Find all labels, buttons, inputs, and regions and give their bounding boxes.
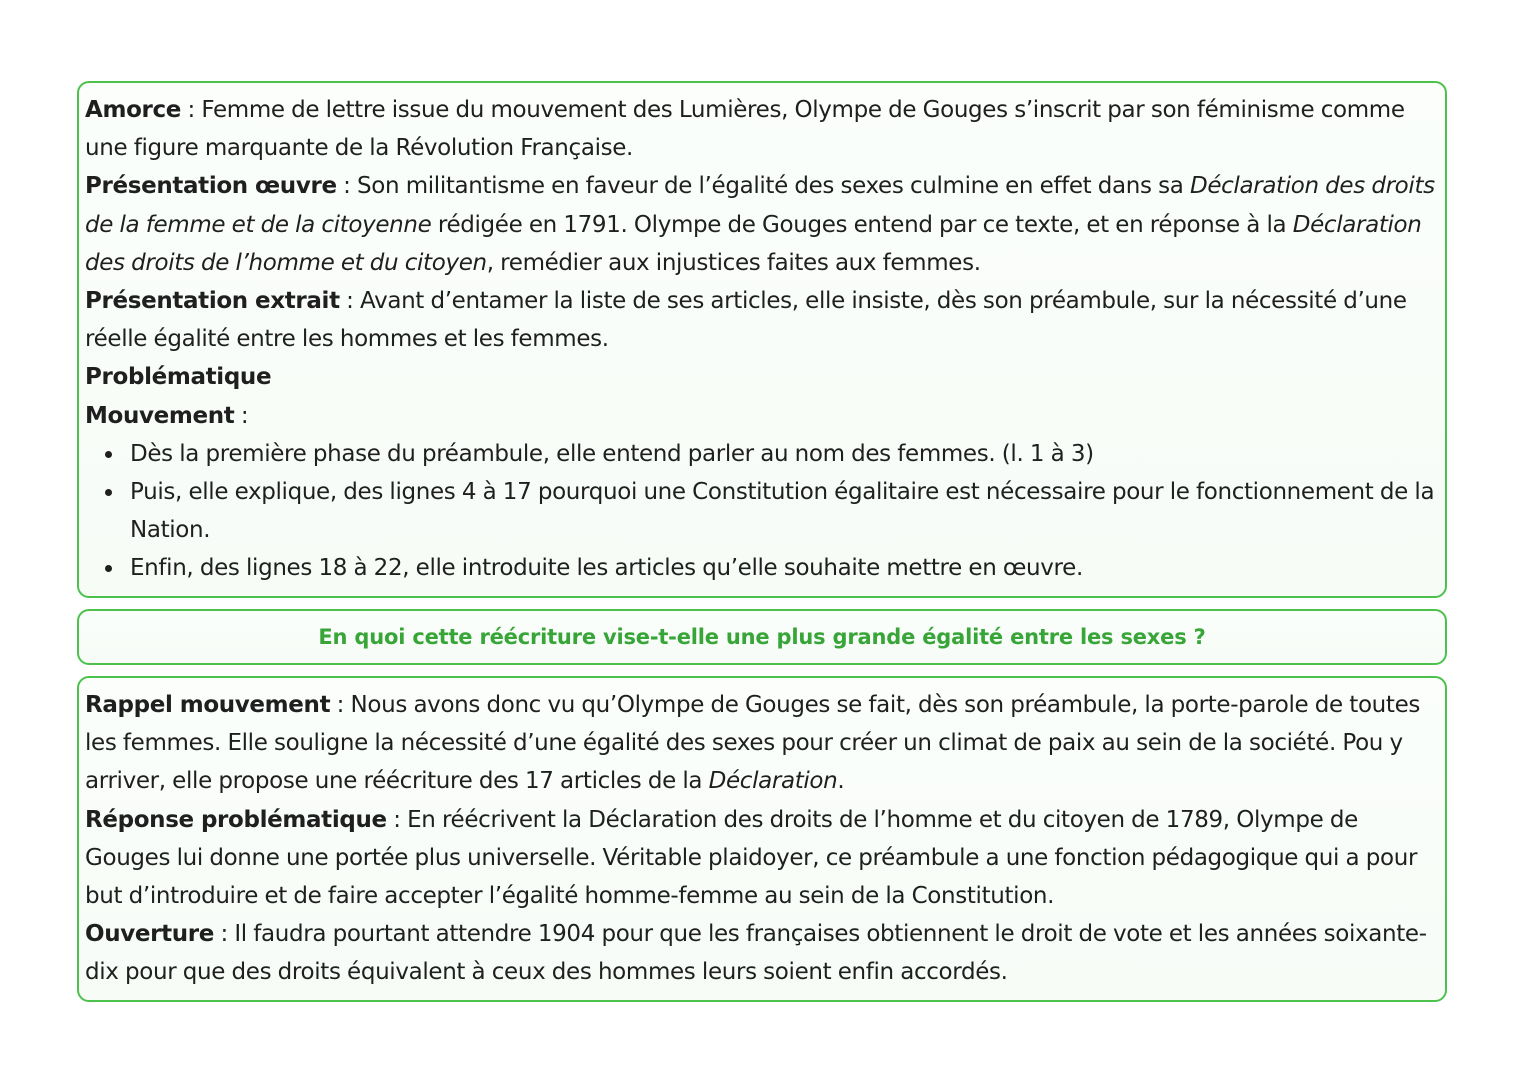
mouvement-colon: : <box>234 402 249 429</box>
presentation-extrait-label: Présentation extrait <box>85 288 340 315</box>
mouvement-list <box>85 435 1439 588</box>
ouverture-paragraph <box>85 915 1439 991</box>
amorce-paragraph <box>85 91 1439 167</box>
ouverture-text: : Il faudra pourtant attendre 1904 pour que les françaises obtiennent le droit de vote et les années soixante-dix pour que des droits équivalent à ceux des hommes leurs soient enfin accordés. <box>85 921 1427 986</box>
conclusion-box <box>77 676 1447 1002</box>
mouvement-label: Mouvement <box>85 402 235 429</box>
declaration-title: Déclaration des droits de l’homme et du citoyen <box>85 211 1422 276</box>
rappel-text: : Nous avons donc vu qu’Olympe de Gouges se fait, dès son préambule, la porte-parole de toutes les femmes. Elle souligne la nécessité d’une égalité des sexes pour créer un climat de paix au sein de la société. Pou y arriver, elle propose une réécriture des 17 articles de la <box>85 692 1421 795</box>
rappel-label: Rappel mouvement <box>85 692 331 718</box>
presentation-oeuvre-label: Présentation œuvre <box>85 173 337 200</box>
presentation-extrait-text: : Avant d’entamer la liste de ses articles, elle insiste, dès son préambule, sur la nécessité d’une réelle égalité entre les hommes et les femmes. <box>85 288 1407 353</box>
introduction-box <box>77 81 1447 598</box>
presentation-extrait-paragraph <box>85 282 1439 358</box>
mouvement-paragraph <box>85 397 1439 435</box>
list-item: Puis, elle explique, des lignes 4 à 17 pourquoi une Constitution égalitaire est nécessaire pour le fonctionnement de la Nation. <box>85 473 1439 549</box>
reponse-text: : En réécrivent la Déclaration des droits de l’homme et du citoyen de 1789, Olympe de Gouges lui donne une portée plus universelle. Véritable plaidoyer, ce préambule a une fonction pédagogique qui a pour but d’introduire et de faire accepter l’égalité homme-femme au sein de la Constitution. <box>85 806 1418 910</box>
amorce-text: : Femme de lettre issue du mouvement des Lumières, Olympe de Gouges s’inscrit par son féminisme comme une figure marquante de la Révolution Française. <box>85 97 1405 162</box>
problematique-paragraph <box>85 358 1439 396</box>
list-item: Enfin, des lignes 18 à 22, elle introduite les articles qu’elle souhaite mettre en œuvre. <box>85 549 1439 587</box>
reponse-label: Réponse problématique <box>85 806 387 833</box>
problematique-label: Problématique <box>85 364 272 391</box>
presentation-oeuvre-text: rédigée en 1791. Olympe de Gouges entend par ce texte, et en réponse à la <box>431 211 1293 238</box>
list-item: Dès la première phase du préambule, elle entend parler au nom des femmes. (l. 1 à 3) <box>85 435 1439 473</box>
problematique-question: En quoi cette réécriture vise-t-elle une plus grande égalité entre les sexes ? <box>318 625 1206 649</box>
rappel-title: Déclaration <box>708 768 838 795</box>
presentation-oeuvre-text: , remédier aux injustices faites aux femmes. <box>486 249 981 276</box>
reponse-paragraph <box>85 801 1439 916</box>
rappel-paragraph <box>85 686 1439 801</box>
presentation-oeuvre-paragraph <box>85 167 1439 282</box>
problematique-question-box <box>77 609 1447 665</box>
rappel-text-end: . <box>837 768 845 795</box>
presentation-oeuvre-title: Déclaration des droits de la femme et de la citoyenne <box>85 173 1435 238</box>
ouverture-label: Ouverture <box>85 921 215 948</box>
amorce-label: Amorce <box>85 97 182 123</box>
presentation-oeuvre-text: : Son militantisme en faveur de l’égalité des sexes culmine en effet dans sa <box>336 173 1190 200</box>
